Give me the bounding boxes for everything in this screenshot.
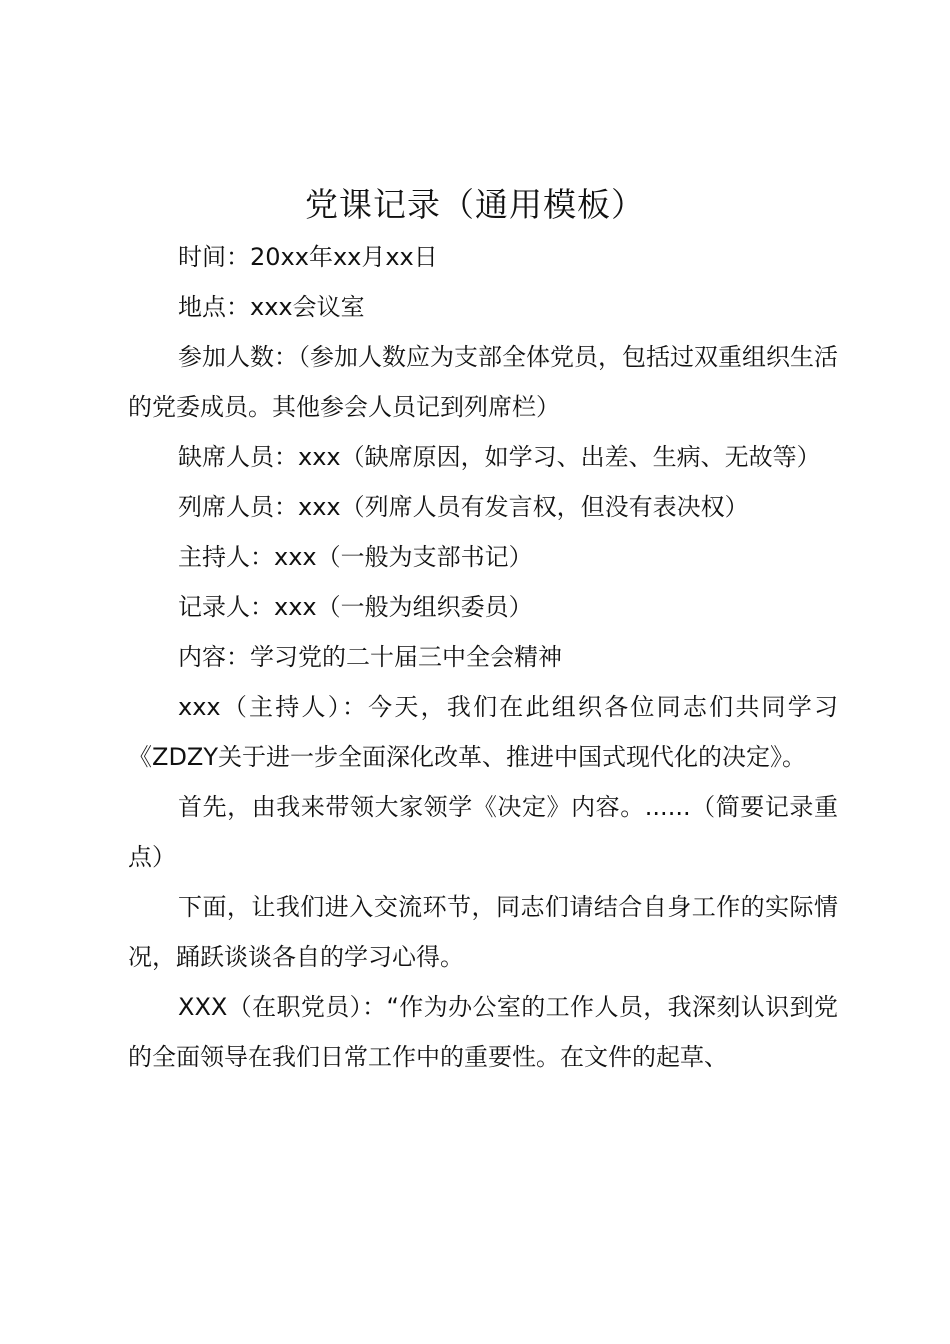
paragraph-member-remarks: XXX（在职党员）：“作为办公室的工作人员，我深刻认识到党的全面领导在我们日常工作中的重要性。在文件的起草、 xyxy=(128,993,838,1071)
document-title: 党课记录（通用模板） xyxy=(305,185,645,224)
document-body xyxy=(128,232,838,1082)
paragraph-content: 内容：学习党的二十届三中全会精神 xyxy=(178,643,562,671)
paragraph-reading: 首先，由我来带领大家领学《决定》内容。......（简要记录重点） xyxy=(128,793,838,871)
paragraph-host-opening: xxx（主持人）：今天，我们在此组织各位同志们共同学习《ZDZY关于进一步全面深化改革、推进中国式现代化的决定》。 xyxy=(128,693,838,771)
paragraph-attendees: 参加人数：（参加人数应为支部全体党员，包括过双重组织生活的党委成员。其他参会人员记到列席栏） xyxy=(128,343,838,421)
paragraph-recorder: 记录人：xxx（一般为组织委员） xyxy=(178,593,533,621)
paragraph-discussion: 下面，让我们进入交流环节，同志们请结合自身工作的实际情况，踊跃谈谈各自的学习心得。 xyxy=(128,893,838,971)
paragraph-host: 主持人：xxx（一般为支部书记） xyxy=(178,543,533,571)
paragraph-absentees: 缺席人员：xxx（缺席原因，如学习、出差、生病、无故等） xyxy=(178,443,821,471)
paragraph-observers: 列席人员：xxx（列席人员有发言权，但没有表决权） xyxy=(178,493,749,521)
paragraph-time: 时间：20xx年xx月xx日 xyxy=(178,243,438,271)
paragraph-location: 地点：xxx会议室 xyxy=(178,293,365,321)
